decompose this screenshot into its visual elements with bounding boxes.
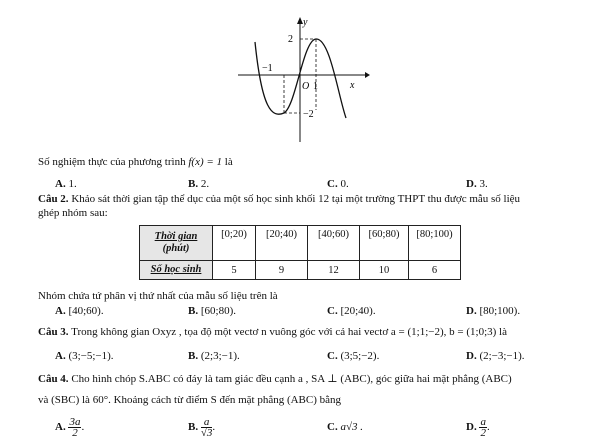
table-header-time: Thời gian (phút) bbox=[140, 226, 213, 261]
q2-text-line1: Khảo sát thời gian tập thể dục của một số học sinh khối 12 tại một trường THPT thu được mẫu số liệu bbox=[71, 193, 521, 205]
q4-stem-line2: và (SBC) là 60°. Khoảng cách từ điểm S đến mặt phẳng (ABC) bằng bbox=[38, 394, 342, 406]
q2-stem-line2: ghép nhóm sau: bbox=[38, 207, 108, 219]
q1-option-d: D. 3. bbox=[466, 178, 488, 190]
q1-option-c: C. 0. bbox=[327, 178, 349, 190]
q1-option-a: A. 1. bbox=[55, 178, 77, 190]
table-cell: 12 bbox=[308, 261, 360, 280]
q1-question: Số nghiệm thực của phương trình bbox=[38, 156, 186, 168]
q2-number: Câu 2. bbox=[38, 193, 69, 205]
x-axis-label: x bbox=[350, 80, 355, 91]
fraction: $\frac{a}{2}$ bbox=[480, 416, 486, 439]
table-cell: 9 bbox=[256, 261, 308, 280]
q3-stem bbox=[38, 325, 507, 339]
q4-number: Câu 4. bbox=[38, 373, 69, 385]
table-cell: 10 bbox=[360, 261, 409, 280]
q2-stem-line1 bbox=[38, 192, 520, 206]
q1-text bbox=[38, 155, 233, 169]
table-cell: 6 bbox=[409, 261, 461, 280]
table-row-intervals bbox=[140, 226, 461, 261]
q3-option-a: A. (3;−5;−1). bbox=[55, 350, 114, 362]
q2-option-b: B. [60;80). bbox=[188, 305, 236, 317]
q3-option-c: C. (3;5;−2). bbox=[327, 350, 380, 362]
q4-option-c: C. a√3 . bbox=[327, 421, 363, 433]
y-axis-label: y bbox=[303, 17, 308, 28]
table-cell: [0;20) bbox=[213, 226, 256, 261]
tick-x-left: −1 bbox=[262, 63, 273, 74]
q2-option-a: A. [40;60). bbox=[55, 305, 104, 317]
table-cell: [80;100) bbox=[409, 226, 461, 261]
q2-option-d: D. [80;100). bbox=[466, 305, 521, 317]
q4-option-b: B. $\frac{a}{√3}$ . bbox=[188, 416, 216, 439]
q1-option-b: B. 2. bbox=[188, 178, 210, 190]
q3-number: Câu 3. bbox=[38, 326, 69, 338]
table-row-counts bbox=[140, 261, 461, 280]
q4-stem-line1 bbox=[38, 372, 512, 386]
table-cell: [60;80) bbox=[360, 226, 409, 261]
q1-suffix: là bbox=[224, 156, 233, 168]
tick-y-top: 2 bbox=[288, 34, 293, 45]
table-header-students: Số học sinh bbox=[140, 261, 213, 280]
fraction: $\frac{a}{√3}$ bbox=[200, 416, 213, 439]
tick-x-right: 1 bbox=[313, 81, 318, 92]
q4-text-line1: Cho hình chóp S.ABC có đáy là tam giác đều cạnh a , SA ⊥ (ABC), góc giữa hai mặt phẳng (ABC) bbox=[71, 373, 512, 385]
q2-option-c: C. [20;40). bbox=[327, 305, 376, 317]
data-table bbox=[139, 225, 461, 280]
q1-equation: f(x) = 1 bbox=[188, 156, 223, 168]
q3-option-d: D. (2;−3;−1). bbox=[466, 350, 525, 362]
table-cell: [20;40) bbox=[256, 226, 308, 261]
tick-y-bottom: −2 bbox=[303, 109, 314, 120]
q3-option-b: B. (2;3;−1). bbox=[188, 350, 240, 362]
x-axis-arrow-icon bbox=[365, 72, 370, 78]
q3-text: Trong không gian Oxyz , tọa độ một vectơ n vuông góc với cả hai vectơ a = (1;1;−2), b = (1;0;3) là bbox=[71, 326, 507, 338]
q4-option-d: D. $\frac{a}{2}$ . bbox=[466, 416, 490, 439]
fraction: $\frac{3a}{2}$ bbox=[69, 416, 81, 439]
q4-option-a: A. $\frac{3a}{2}$ . bbox=[55, 416, 85, 439]
table-cell: 5 bbox=[213, 261, 256, 280]
q2-question: Nhóm chứa tứ phân vị thứ nhất của mẫu số liệu trên là bbox=[38, 290, 278, 302]
table-cell: [40;60) bbox=[308, 226, 360, 261]
origin-label: O bbox=[302, 81, 310, 92]
